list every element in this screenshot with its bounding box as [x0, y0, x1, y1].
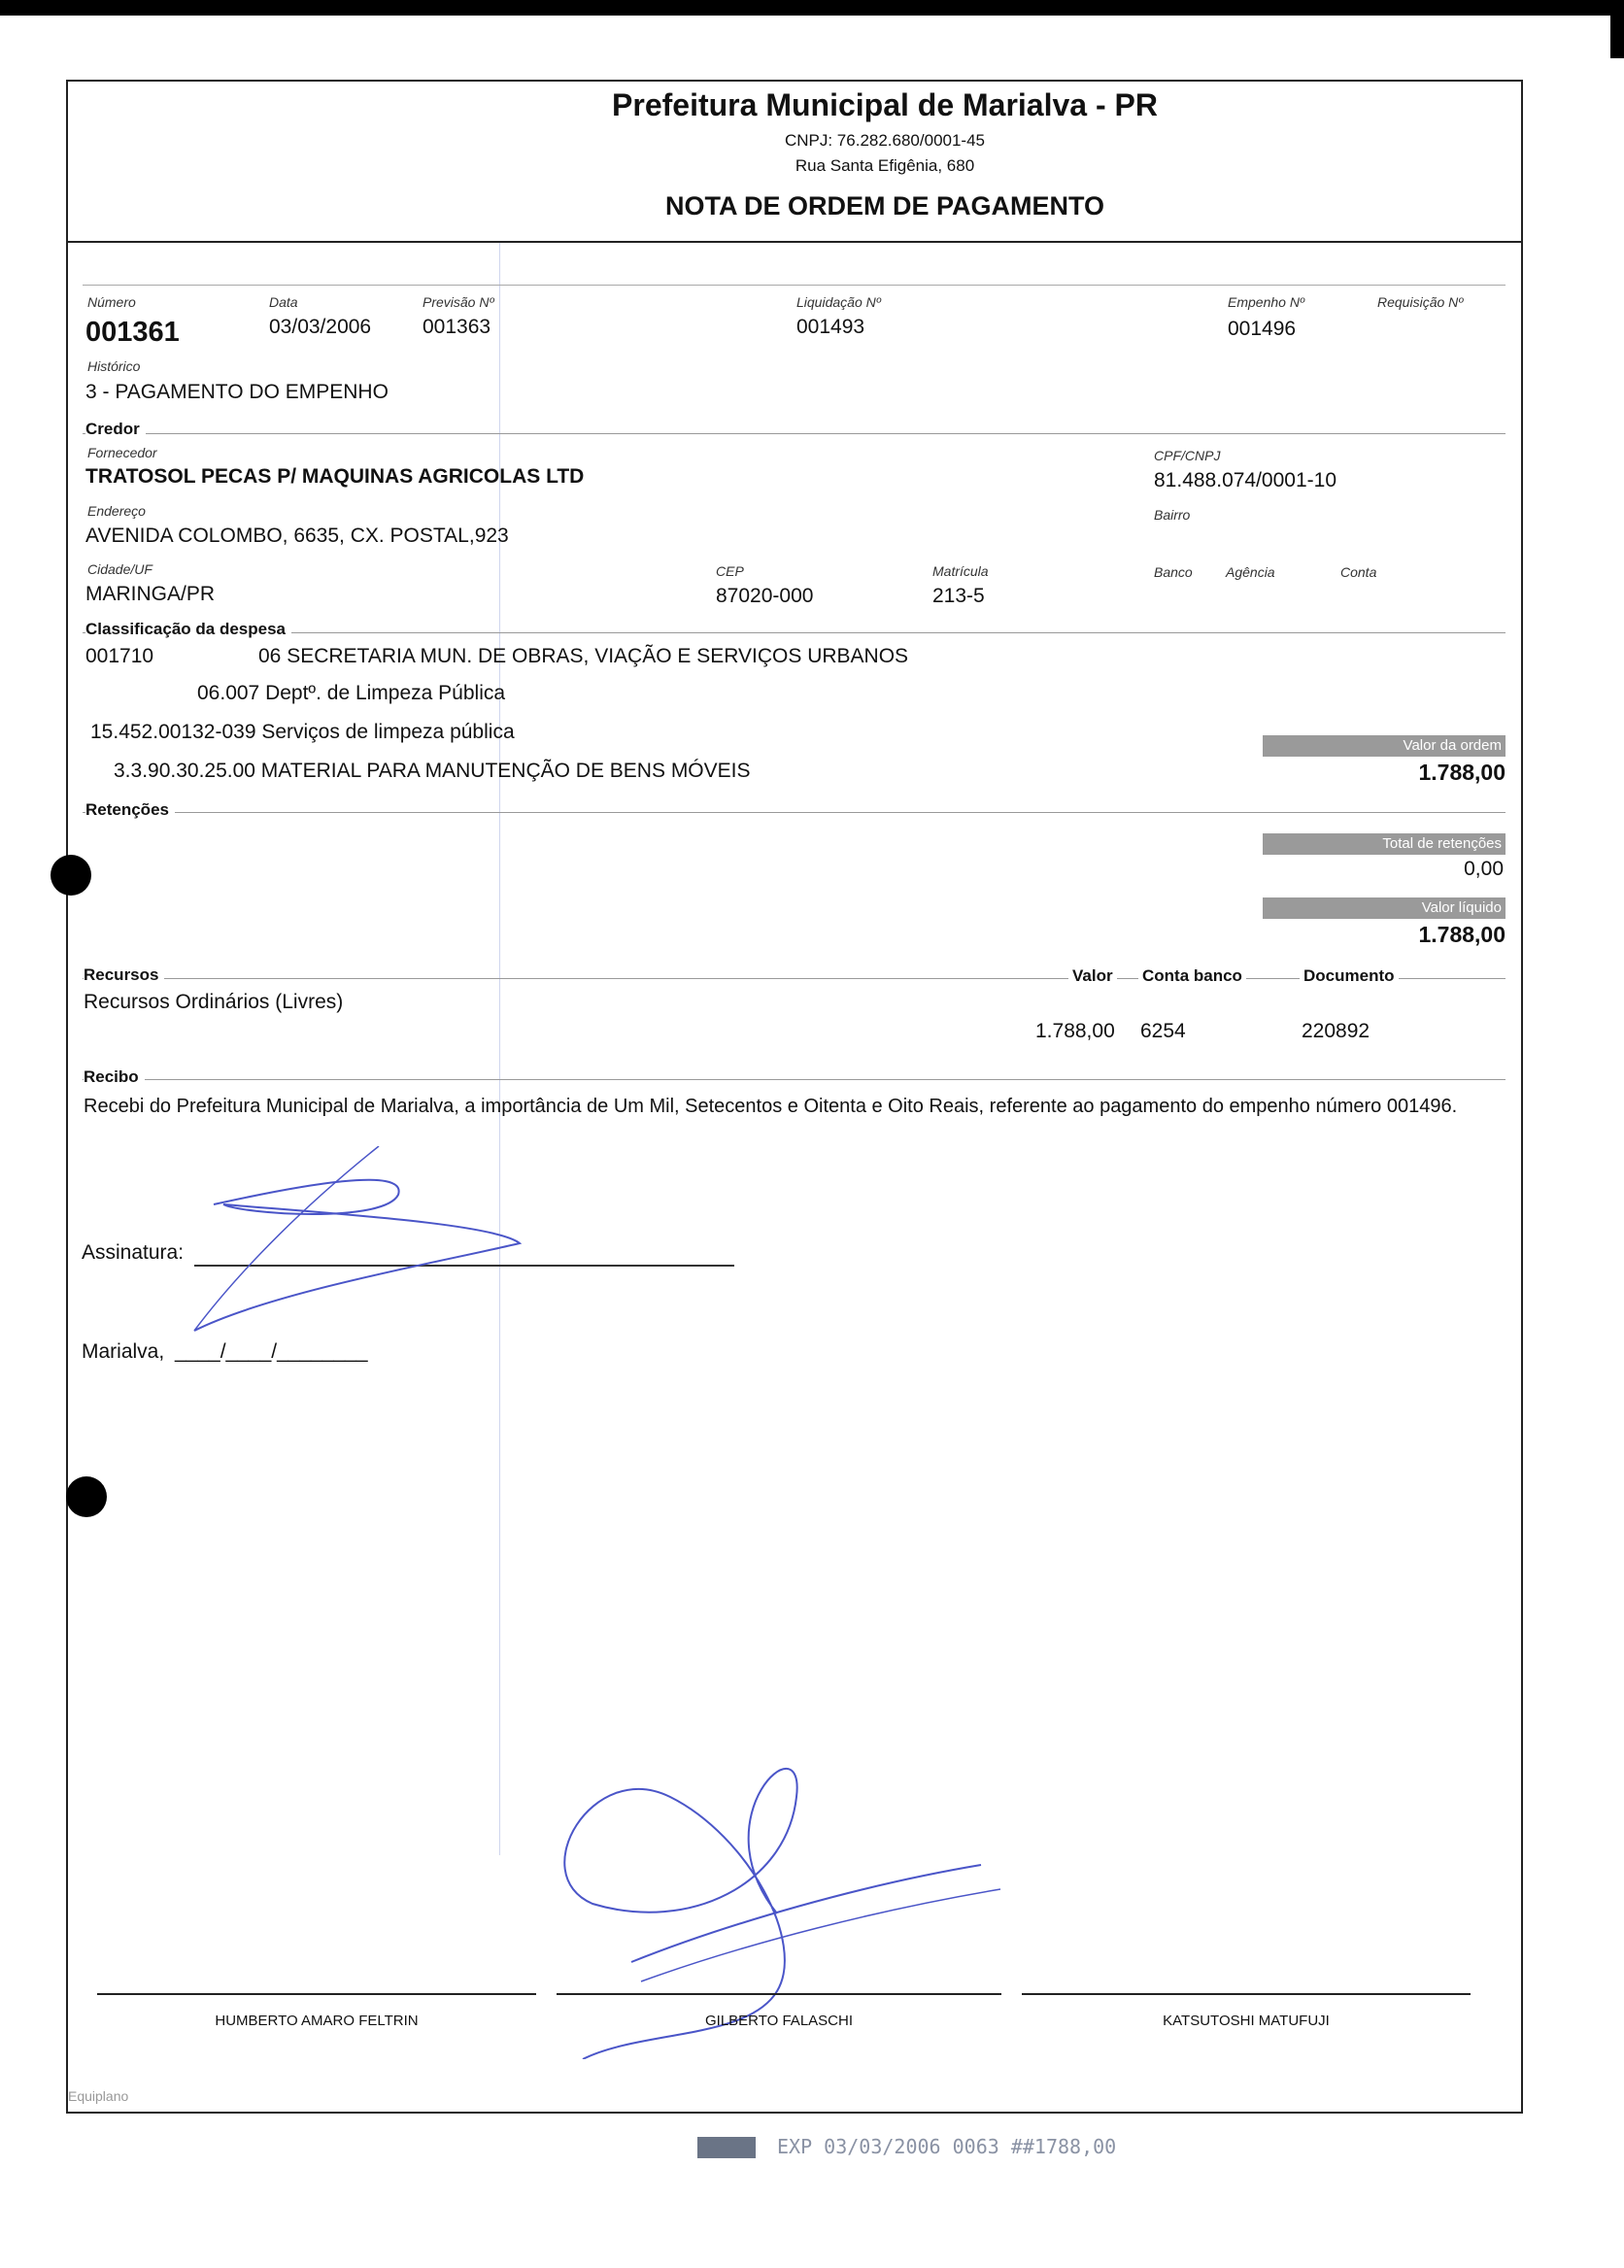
classificacao-section-label: Classificação da despesa	[85, 620, 291, 639]
classificacao-line	[83, 632, 1506, 633]
recursos-conta: 6254	[1140, 1020, 1186, 1042]
total-retencoes-value: 0,00	[1464, 858, 1504, 880]
cpf-value: 81.488.074/0001-10	[1154, 469, 1337, 491]
endereco-label: Endereço	[87, 503, 146, 519]
valor-ordem-value: 1.788,00	[1418, 760, 1506, 785]
classificacao-line-2: 06.007 Deptº. de Limpeza Pública	[197, 682, 506, 704]
footer-stamp: EXP 03/03/2006 0063 ##1788,00	[777, 2135, 1117, 2158]
matricula-label: Matrícula	[932, 563, 989, 579]
empenho-label: Empenho Nº	[1228, 294, 1305, 310]
signature-scribble-1	[185, 1146, 544, 1340]
date-blanks: ____/____/________	[175, 1340, 368, 1363]
hole-punch-mark	[51, 855, 91, 896]
footer-brand: Equiplano	[68, 2088, 129, 2104]
signature-line-3	[1022, 1993, 1471, 1995]
header-cnpj: CNPJ: 76.282.680/0001-45	[784, 131, 986, 150]
cep-value: 87020-000	[716, 585, 814, 607]
retencoes-line	[83, 812, 1506, 813]
liquidacao-value: 001493	[796, 316, 865, 338]
recursos-conta-label: Conta banco	[1138, 966, 1246, 986]
cep-label: CEP	[716, 563, 744, 579]
valor-liquido-bar: Valor líquido	[1263, 897, 1506, 919]
hole-punch-mark-2	[66, 1476, 107, 1517]
data-value: 03/03/2006	[269, 316, 372, 338]
signatory-1: HUMBERTO AMARO FELTRIN	[215, 2013, 419, 2029]
header-address: Rua Santa Efigênia, 680	[795, 156, 975, 175]
previsao-value: 001363	[423, 316, 491, 338]
recursos-documento-label: Documento	[1300, 966, 1399, 986]
scan-right-edge	[1610, 0, 1624, 58]
banco-label: Banco	[1154, 564, 1193, 580]
historico-value: 3 - PAGAMENTO DO EMPENHO	[85, 381, 389, 403]
total-retencoes-bar: Total de retenções	[1263, 833, 1506, 855]
conta-label: Conta	[1340, 564, 1377, 580]
recursos-valor-label: Valor	[1068, 966, 1117, 986]
recursos-documento: 220892	[1302, 1020, 1370, 1042]
empenho-value: 001496	[1228, 318, 1297, 340]
signatory-2: GILBERTO FALASCHI	[705, 2013, 853, 2029]
recursos-valor: 1.788,00	[1035, 1020, 1115, 1042]
classificacao-line-3: 15.452.00132-039 Serviços de limpeza pública	[90, 721, 515, 743]
valor-ordem-bar: Valor da ordem	[1263, 735, 1506, 757]
numero-label: Número	[87, 294, 136, 310]
numero-value: 001361	[85, 317, 180, 348]
header-divider	[66, 241, 1523, 243]
document-title: NOTA DE ORDEM DE PAGAMENTO	[664, 191, 1104, 220]
retencoes-section-label: Retenções	[85, 800, 175, 820]
fornecedor-label: Fornecedor	[87, 445, 157, 460]
signature-line-1	[97, 1993, 536, 1995]
classificacao-line-1: 06 SECRETARIA MUN. DE OBRAS, VIAÇÃO E SERVIÇOS URBANOS	[258, 645, 909, 667]
classificacao-line-4: 3.3.90.30.25.00 MATERIAL PARA MANUTENÇÃO DE BENS MÓVEIS	[114, 760, 751, 782]
bairro-label: Bairro	[1154, 507, 1191, 523]
assinatura-label: Assinatura:	[82, 1241, 185, 1264]
recibo-line	[83, 1079, 1506, 1080]
recursos-descricao: Recursos Ordinários (Livres)	[84, 991, 344, 1013]
local-date-label: Marialva,	[82, 1340, 165, 1363]
signatory-3: KATSUTOSHI MATUFUJI	[1163, 2013, 1330, 2029]
credor-section-label: Credor	[85, 420, 146, 439]
fornecedor-value: TRATOSOL PECAS P/ MAQUINAS AGRICOLAS LTD	[85, 465, 585, 488]
liquidacao-label: Liquidação Nº	[796, 294, 881, 310]
signature-scribble-2	[554, 1739, 1020, 2059]
scan-top-edge	[0, 0, 1624, 16]
header-title: Prefeitura Municipal de Marialva - PR	[612, 87, 1158, 122]
valor-liquido-value: 1.788,00	[1418, 922, 1506, 947]
signature-line-2	[557, 1993, 1001, 1995]
footer-stamp-logo	[697, 2137, 756, 2158]
classificacao-code: 001710	[85, 645, 154, 667]
credor-line	[83, 433, 1506, 434]
cidade-value: MARINGA/PR	[85, 583, 216, 605]
endereco-value: AVENIDA COLOMBO, 6635, CX. POSTAL,923	[85, 525, 509, 547]
fields-top-line	[83, 285, 1506, 286]
recursos-section-label: Recursos	[84, 965, 164, 985]
agencia-label: Agência	[1226, 564, 1275, 580]
recibo-section-label: Recibo	[84, 1067, 145, 1087]
previsao-label: Previsão Nº	[423, 294, 494, 310]
requisicao-label: Requisição Nº	[1377, 294, 1464, 310]
historico-label: Histórico	[87, 358, 141, 374]
cidade-label: Cidade/UF	[87, 561, 152, 577]
matricula-value: 213-5	[932, 585, 985, 607]
data-label: Data	[269, 294, 298, 310]
recibo-text: Recebi do Prefeitura Municipal de Marialva, a importância de Um Mil, Setecentos e Oitenta e Oito Reais, referente ao pagamento do empenho número 001496.	[84, 1096, 1458, 1117]
recursos-line	[83, 978, 1506, 979]
cpf-label: CPF/CNPJ	[1154, 448, 1221, 463]
